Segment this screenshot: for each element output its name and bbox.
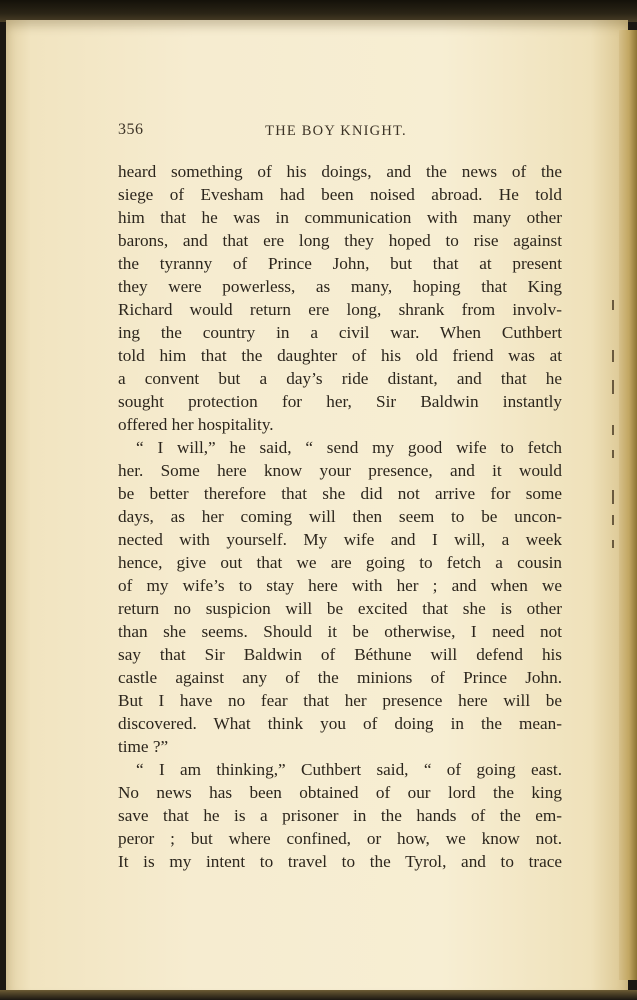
text-line: No news has been obtained of our lord the king — [118, 783, 562, 802]
text-line: heard something of his doings, and the news of the — [118, 162, 562, 181]
text-line: say that Sir Baldwin of Béthune will defend his — [118, 645, 562, 664]
text-line: castle against any of the minions of Prince John. — [118, 668, 562, 687]
text-line: return no suspicion will be excited that she is other — [118, 599, 562, 618]
text-line: him that he was in communication with many other — [118, 208, 562, 227]
text-line: nected with yourself. My wife and I will, a week — [118, 530, 562, 549]
text-line: “ I will,” he said, “ send my good wife to fetch — [136, 438, 562, 457]
text-line: told him that the daughter of his old friend was at — [118, 346, 562, 365]
text-line: of my wife’s to stay here with her ; and when we — [118, 576, 562, 595]
running-title: THE BOY KNIGHT. — [265, 123, 407, 139]
text-line: her. Some here know your presence, and it would — [118, 461, 562, 480]
text-line: offered her hospitality. — [118, 415, 274, 434]
text-line: It is my intent to travel to the Tyrol, and to trace — [118, 852, 562, 871]
margin-bleed-marks — [610, 300, 622, 560]
text-line: siege of Evesham had been noised abroad. He told — [118, 185, 562, 204]
text-line: barons, and that ere long they hoped to rise against — [118, 231, 562, 250]
text-line: peror ; but where confined, or how, we know not. — [118, 829, 562, 848]
text-line: save that he is a prisoner in the hands of the em- — [118, 806, 562, 825]
book-bottom-edge — [0, 990, 637, 1000]
text-line: time ?” — [118, 737, 169, 756]
text-line: Richard would return ere long, shrank from involv- — [118, 300, 562, 319]
text-line: “ I am thinking,” Cuthbert said, “ of going east. — [136, 760, 562, 779]
text-line: they were powerless, as many, hoping that King — [118, 277, 562, 296]
text-line: ing the country in a civil war. When Cuthbert — [118, 323, 562, 342]
page-header — [110, 121, 562, 143]
text-line: a convent but a day’s ride distant, and that he — [118, 369, 562, 388]
text-line: discovered. What think you of doing in the mean- — [118, 714, 562, 733]
text-line: days, as her coming will then seem to be uncon- — [118, 507, 562, 526]
text-line: hence, give out that we are going to fetch a cousin — [118, 553, 562, 572]
page-number: 356 — [118, 121, 144, 138]
body-text — [118, 160, 562, 873]
text-line: be better therefore that she did not arrive for some — [118, 484, 562, 503]
text-line: than she seems. Should it be otherwise, I need not — [118, 622, 562, 641]
text-line: sought protection for her, Sir Baldwin instantly — [118, 392, 562, 411]
book-top-edge — [0, 0, 637, 22]
text-line: the tyranny of Prince John, but that at present — [118, 254, 562, 273]
text-line: But I have no fear that her presence here will be — [118, 691, 562, 710]
